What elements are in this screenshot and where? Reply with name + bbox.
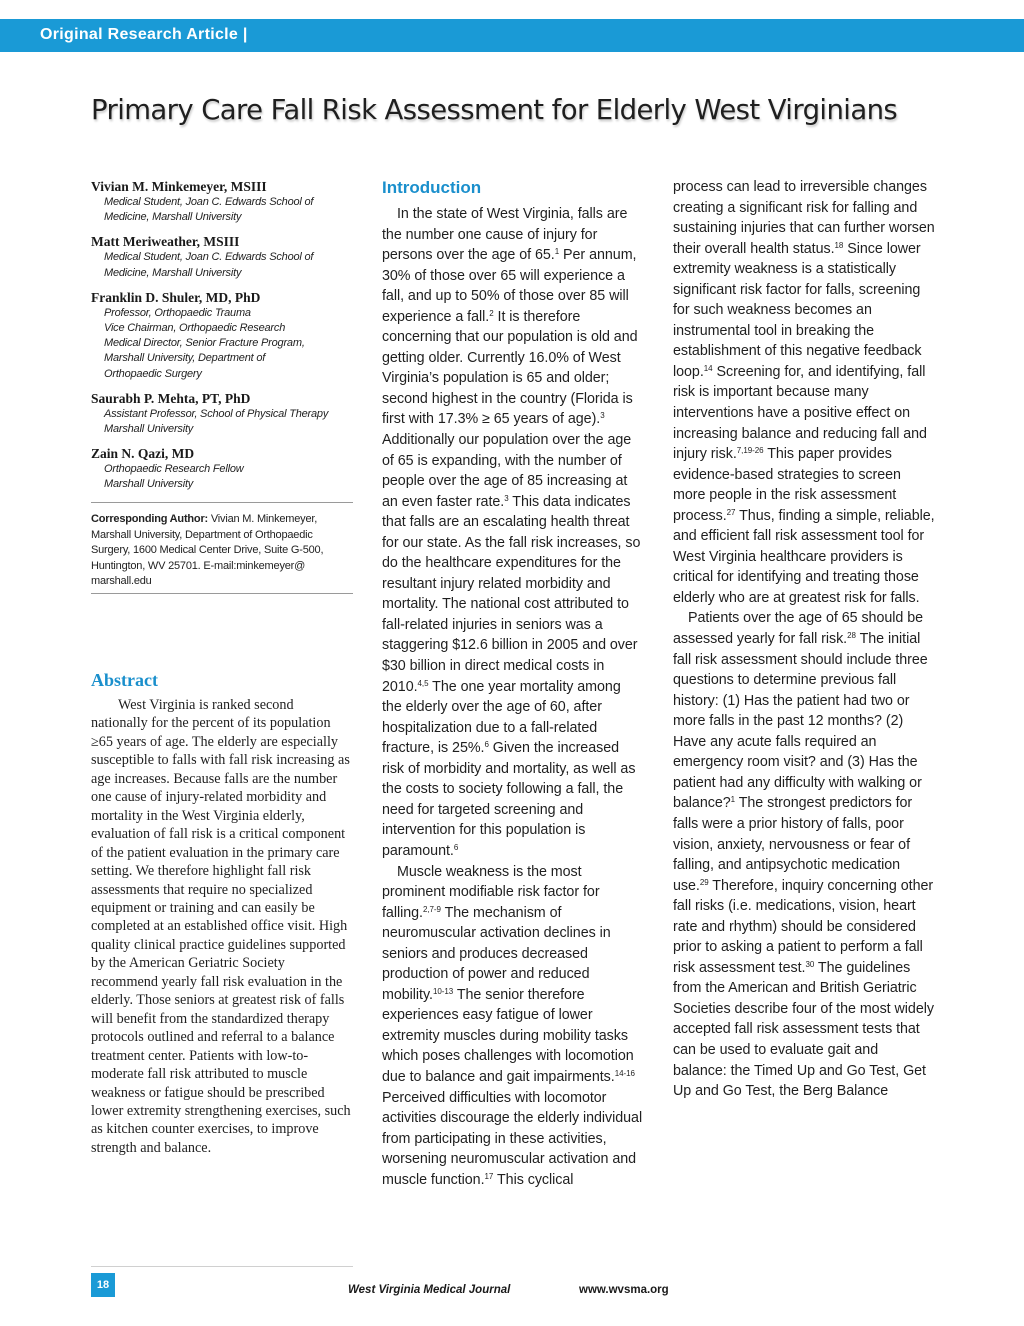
text-line: experience a fall, and up to 50% of [382, 267, 625, 305]
text-line: establishment of this negative [673, 343, 860, 360]
author-entry [91, 178, 353, 225]
text-line: mobility. [382, 986, 433, 1003]
text-line: positive effect on increasing balance [673, 405, 911, 442]
text-line: and reducing fall and injury risk. [673, 425, 927, 463]
text-line: for this population is paramount. [382, 822, 586, 859]
text-line: This paper provides evidence-based [673, 446, 892, 483]
text-line: extremity muscles during mobility [382, 1027, 591, 1044]
text-line: age of 60, after hospitalization due [382, 699, 602, 736]
text-line: are the number one cause of injury [382, 206, 628, 243]
citation: 3 [504, 493, 509, 503]
text-line: weakness is a statistically significant [673, 261, 897, 298]
author-affiliation-line: Medical Director, Senior Fracture Program, [104, 337, 305, 350]
footer-divider [91, 1266, 353, 1267]
author-entry [91, 289, 353, 382]
text-line: worsening neuromuscular activation [382, 1151, 609, 1168]
text-line: to fall-related injuries in seniors was [382, 596, 629, 633]
text-line: The [855, 631, 885, 648]
text-line: Up and Go Test, the Berg Balance [673, 1083, 889, 1100]
text-line: acute falls required an emergency [673, 733, 877, 771]
text-line: that can further worsen their overall [673, 220, 935, 257]
citation: 2,7-9 [422, 904, 441, 914]
text-line: Screening for, and [712, 363, 832, 380]
author-affiliation-line: Medicine, Marshall University [104, 266, 242, 279]
text-line: had any difficulty with walking or [719, 774, 922, 791]
author-entry [91, 445, 353, 492]
citation: 14 [703, 363, 713, 373]
text-line: Patients over the age of 65 should [688, 610, 904, 627]
citation: 10-13 [432, 986, 454, 996]
text-line: British Geriatric Societies describe [673, 980, 917, 1017]
text-line: Per [559, 247, 586, 264]
text-line: in the risk assessment process. [673, 487, 897, 524]
text-line: Given the increased risk of morbidity [382, 740, 620, 777]
text-line: Thus, finding a simple, reliable, [739, 507, 935, 524]
text-line: mortality. The national cost attributed [382, 596, 614, 613]
text-line: the past 12 months? (2) Have any [673, 713, 904, 750]
citation: 29 [699, 877, 709, 887]
text-line: inquiry concerning other fall risks [673, 877, 934, 915]
text-line: be assessed yearly for fall risk. [673, 610, 924, 648]
text-line: and treating those elderly who [673, 569, 919, 606]
text-line: used to evaluate gait and balance: [673, 1041, 879, 1079]
text-line: This cyclical [493, 1171, 574, 1188]
abstract-body: West Virginia is ranked second nationally for the percent of its population ≥65 years of age. The elderly are especially susceptible to falls with fall risk increasing as age increases. Because falls are the number one cause of injury-related morbidity and mortality in the West Virginia elderly, evaluation of fall risk is a critical component of the patient evaluation in the primary care setting. We therefore highlight fall risk assessments that require no specialized equipment or training and can easily be completed at an established office visit. High quality clinical practice guidelines supported by the American Geriatric Society recommend yearly fall risk evaluation in the elderly. Those seniors at greatest risk of falls will benefit from the standardized therapy protocols outlined and referral to a balance treatment center. Patients with low-to-moderate fall risk attributed to muscle weakness or fatigue should be prescribed lower extremity strengthening exercises, such as kitchen counter exercises, to improve strength and balance. [91, 697, 351, 1156]
text-line: targeted screening and intervention [382, 801, 584, 839]
text-line: health status. [750, 240, 835, 257]
author-affiliation-line: Professor, Orthopaedic Trauma [104, 306, 251, 319]
text-line: (i.e. medications, vision, heart rate [673, 898, 916, 935]
text-line: locomotion due to balance and [382, 1048, 634, 1085]
text-line: Perceived [382, 1089, 446, 1106]
citation: 17 [484, 1171, 494, 1181]
author-name: Matt Meriweather, MSIII [91, 234, 240, 250]
text-line: a staggering $12.6 billion in 2005 [382, 616, 603, 654]
text-line: experiences easy fatigue of lower [382, 1007, 593, 1024]
corresponding-author [91, 512, 353, 590]
author-name: Zain N. Qazi, MD [91, 446, 195, 462]
citation: 28 [847, 631, 856, 641]
text-line: balance? [673, 795, 731, 812]
text-line: population is 65 and older; second [382, 370, 610, 407]
text-line: previous fall history: (1) Has the [673, 672, 897, 709]
text-line: medication use. [673, 857, 901, 894]
text-line: and mortality, as well as the costs to [382, 760, 636, 798]
text-line: Therefore, [708, 877, 778, 894]
paragraph [673, 608, 935, 1101]
text-line: prior to asking a patient to perform [673, 939, 889, 956]
text-line: healthcare expenditures for the [425, 555, 621, 572]
text-line: and muscle function. [382, 1151, 637, 1188]
text-line: tool for West Virginia healthcare [673, 528, 925, 565]
introduction-heading: Introduction [382, 178, 482, 197]
author-affiliation-line: Assistant Professor, School of Physical Therapy [104, 407, 329, 420]
text-line: The [814, 959, 843, 976]
citation: 6 [484, 740, 489, 750]
text-line: room visit? and (3) Has the patient [673, 754, 918, 791]
text-line: resultant injury related morbidity and [382, 575, 611, 592]
citation: 7,19-26 [736, 446, 764, 456]
journal-website: www.wvsma.org [579, 1284, 669, 1296]
corresponding-line: Huntington, WV 25701. E-mail:minkemeyer@ [91, 559, 306, 572]
text-line: for persons over the age of 65. [382, 226, 598, 264]
citation: 14-16 [614, 1068, 635, 1078]
text-line: difficulties with locomotor activities [382, 1089, 607, 1127]
paragraph [673, 177, 935, 608]
text-line: poor vision, anxiety, nervousness [673, 815, 904, 853]
text-line: highest in the country (Florida is [431, 390, 633, 407]
banner-label: Original Research Article | [40, 26, 248, 43]
text-line: number of people over the age of 85 [382, 452, 622, 490]
text-line: and efficient fall risk assessment [673, 528, 877, 545]
article-title: Primary Care Fall Risk Assessment for Elderly West Virginians [91, 94, 898, 126]
text-line: or fear of falling, and antipsychotic [673, 836, 910, 874]
text-line: As the fall risk increases, so do the [382, 534, 641, 572]
citation: 2 [489, 308, 494, 318]
text-line: production of power and reduced [382, 966, 590, 983]
author-affiliation-line: Marshall University [104, 478, 194, 491]
abstract-heading: Abstract [91, 670, 158, 690]
text-line: increasing at an even faster rate. [382, 473, 628, 510]
author-list [91, 178, 353, 501]
corresponding-line: Surgery, 1600 Medical Center Drive, Suite G-500, [91, 544, 324, 556]
text-line: for falls were a prior history of falls, [673, 795, 913, 832]
text-line: risk assessment tests that can be [673, 1021, 920, 1058]
text-line: This data indicates that falls are an [382, 493, 631, 531]
text-line: strategies to screen more people [673, 466, 901, 504]
author-name: Vivian M. Minkemeyer, MSIII [91, 179, 267, 194]
text-line: It is therefore concerning that our [382, 308, 581, 346]
page-number: 18 [91, 1273, 115, 1297]
text-line: include three questions to determine [673, 651, 928, 689]
paragraph [382, 204, 644, 862]
author-affiliation-line: Medicine, Marshall University [104, 211, 242, 224]
text-line: a fall risk assessment test. [673, 939, 923, 976]
author-name: Saurabh P. Mehta, PT, PhD [91, 390, 251, 406]
citation: 18 [834, 240, 844, 250]
text-line: four of the most widely accepted fall [673, 1000, 934, 1038]
text-line: Muscle weakness is the most [397, 863, 582, 880]
text-line: population is old and getting older. [382, 329, 638, 366]
author-entry [91, 233, 353, 280]
citation: 3 [600, 411, 605, 421]
citation: 27 [726, 507, 736, 517]
text-line: are at greatest risk for falls. [748, 589, 920, 606]
author-name: Franklin D. Shuler, MD, PhD [91, 289, 261, 305]
author-entry [91, 390, 353, 437]
text-line: Currently 16.0% of West Virginia’s [382, 349, 621, 387]
citation: 4,5 [417, 678, 429, 688]
divider [91, 593, 353, 594]
author-affiliation-line: Vice Chairman, Orthopaedic Research [104, 322, 286, 335]
text-line: prominent modifiable risk factor [382, 884, 580, 901]
citation: 30 [805, 959, 815, 969]
journal-name: West Virginia Medical Journal [348, 1284, 511, 1296]
corresponding-line: marshall.edu [91, 575, 152, 587]
text-line: discourage the elderly individual [440, 1110, 643, 1127]
text-line: for falling and sustaining injuries [673, 199, 918, 237]
text-line: Additionally our population over the [382, 432, 604, 449]
text-line: and over $30 billion in direct medical [382, 637, 638, 675]
text-line: for such weakness becomes an [673, 302, 872, 319]
text-line: Since lower extremity [673, 240, 921, 278]
text-line: age of 65 is expanding, with the [382, 432, 632, 469]
text-line: for falling. [382, 884, 600, 921]
text-line: society following a fall, the need for [382, 781, 624, 818]
text-line: mortality among the elderly over the [382, 678, 621, 716]
text-line: instrumental tool in breaking the [673, 322, 875, 339]
text-line: the Timed Up and Go Test, Get [730, 1062, 926, 1079]
text-line: The strongest predictors [735, 795, 892, 812]
text-line: because many interventions have a [673, 384, 869, 422]
text-line: escalating health threat for our state. [382, 514, 630, 551]
text-line: providers is critical for identifying [673, 548, 903, 586]
text-line: tasks which poses challenges with [382, 1027, 628, 1065]
text-line: guidelines from the American and [673, 959, 911, 997]
corresponding-line: Marshall University, Department of Orthopaedic [91, 528, 313, 541]
text-line: from participating in these activities, [382, 1130, 607, 1147]
text-line: those over 85 will experience a fall. [382, 288, 629, 325]
section-banner [0, 19, 1024, 52]
text-line: first with 17.3% ≥ 65 years of age). [382, 411, 601, 428]
text-line: costs in 2010. [382, 658, 605, 695]
author-affiliation-line: Medical Student, Joan C. Edwards School of [104, 196, 314, 208]
text-line: process can lead to irreversible [673, 179, 870, 195]
introduction-column-middle [382, 204, 644, 1190]
author-affiliation-line: Marshall University, Department of [104, 352, 266, 365]
text-line: The mechanism of [440, 904, 562, 921]
text-line: The one year [428, 678, 516, 695]
corresponding-label: Corresponding Author: [91, 513, 208, 525]
corresponding-line: Vivian M. Minkemeyer, [208, 513, 318, 525]
text-line: feedback loop. [673, 343, 922, 380]
text-line: gait impairments. [506, 1068, 615, 1085]
text-line: and rhythm) should be considered [701, 918, 916, 935]
text-line: annum, 30% of those over 65 will [382, 247, 637, 284]
author-affiliation-line: Orthopaedic Research Fellow [104, 463, 244, 476]
divider [91, 502, 353, 503]
text-line: identifying, fall risk is important [673, 363, 926, 401]
text-line: In the state of West Virginia, falls [397, 206, 603, 222]
text-line: neuromuscular activation declines [382, 925, 596, 942]
author-affiliation-line: Marshall University [104, 423, 194, 436]
author-affiliation-line: Orthopaedic Surgery [104, 367, 202, 380]
text-line: to a fall-related fracture, is 25%. [382, 719, 598, 757]
text-line: patient had two or more falls in [673, 692, 910, 730]
citation: 6 [453, 842, 459, 852]
text-line: The senior therefore [453, 986, 585, 1003]
text-line: risk factor for falls, screening [739, 281, 921, 298]
text-line: in seniors and produces decreased [382, 925, 611, 962]
citation: 1 [730, 795, 736, 805]
author-affiliation-line: Medical Student, Joan C. Edwards School of [104, 251, 314, 264]
text-line: changes creating a significant risk [673, 179, 927, 216]
introduction-column-right [673, 177, 935, 1102]
citation: 1 [554, 247, 560, 257]
paragraph [382, 862, 644, 1191]
text-line: initial fall risk assessment should [673, 631, 921, 668]
